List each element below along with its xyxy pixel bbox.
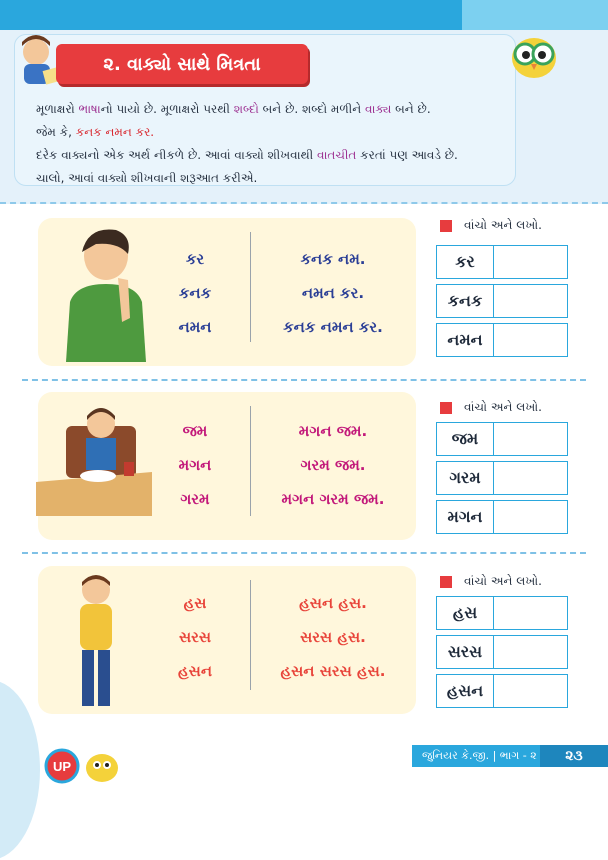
write-word: જમ	[436, 422, 494, 456]
praying-boy-illustration	[56, 222, 146, 362]
write-row	[436, 284, 568, 318]
section-divider	[22, 379, 586, 381]
instruction-3	[440, 574, 542, 589]
instruction-text: વાંચો અને લખો.	[464, 574, 542, 588]
write-row	[436, 461, 568, 495]
word-2-1: જમ	[182, 422, 208, 440]
instruction-1	[440, 218, 542, 233]
write-grid-3	[436, 596, 568, 713]
footer-text: જુનિયર કે.જી. | ભાગ - ૨	[422, 749, 537, 762]
column-divider	[250, 580, 251, 690]
write-grid-1	[436, 245, 568, 362]
logo-text: UP	[52, 759, 72, 774]
word-1-1: કર	[185, 250, 205, 268]
write-word: હસન	[436, 674, 494, 708]
decorative-curve	[0, 680, 40, 860]
write-box[interactable]	[494, 674, 568, 708]
write-row	[436, 635, 568, 669]
intro-text-segment: દરેક વાક્યનો એક અર્થ નીકળે છે. આવાં વાક્યો શીખવાથી	[36, 148, 317, 162]
write-box[interactable]	[494, 245, 568, 279]
write-row	[436, 500, 568, 534]
highlight-word: શબ્દો	[233, 102, 259, 116]
red-square-bullet	[440, 576, 452, 588]
red-square-bullet	[440, 220, 452, 232]
page-number: ૨૩	[540, 745, 608, 767]
page-title: ૨. વાક્યો સાથે મિત્રતા	[56, 44, 308, 84]
intro-text-segment: બને છે.	[391, 102, 431, 116]
intro-text	[36, 98, 556, 190]
word-2-2: મગન	[178, 456, 212, 474]
write-box[interactable]	[494, 635, 568, 669]
intro-line-3	[36, 144, 556, 167]
write-row	[436, 422, 568, 456]
sentence-3-2: સરસ હસ.	[300, 628, 366, 646]
word-2-3: ગરમ	[180, 490, 210, 508]
write-word: કનક	[436, 284, 494, 318]
write-word: મગન	[436, 500, 494, 534]
write-box[interactable]	[494, 323, 568, 357]
highlight-word: ભાષા	[78, 102, 101, 116]
write-word: ગરમ	[436, 461, 494, 495]
word-1-3: નમન	[178, 318, 212, 336]
write-row	[436, 596, 568, 630]
write-row	[436, 323, 568, 357]
eating-boy-illustration	[36, 400, 152, 516]
write-grid-2	[436, 422, 568, 539]
write-word: સરસ	[436, 635, 494, 669]
intro-line-4: ચાલો, આવાં વાક્યો શીખવાની શરૂઆત કરીએ.	[36, 171, 258, 185]
intro-text-segment: કરતાં પણ આવડે છે.	[356, 148, 458, 162]
write-row	[436, 674, 568, 708]
write-row	[436, 245, 568, 279]
column-divider	[250, 406, 251, 516]
write-box[interactable]	[494, 422, 568, 456]
intro-text-segment: મૂળાક્ષરો	[36, 102, 79, 116]
instruction-2	[440, 400, 542, 415]
intro-line-2	[36, 121, 556, 144]
intro-text-segment: નો પાયો છે. મૂળાક્ષરો પરથી	[100, 102, 234, 116]
highlight-word: વાક્ય	[364, 102, 392, 116]
write-box[interactable]	[494, 500, 568, 534]
sentence-1-1: કનક નમ.	[300, 250, 366, 268]
write-word: હસ	[436, 596, 494, 630]
sentence-1-2: નમન કર.	[301, 284, 365, 302]
sentence-3-1: હસન હસ.	[299, 594, 367, 612]
section-divider	[22, 552, 586, 554]
write-word: કર	[436, 245, 494, 279]
highlight-word: વાતચીત	[316, 148, 357, 162]
word-3-2: સરસ	[178, 628, 212, 646]
write-word: નમન	[436, 323, 494, 357]
sentence-2-3: મગન ગરમ જમ.	[281, 490, 385, 508]
example-sentence: કનક નમન કર.	[75, 125, 155, 139]
write-box[interactable]	[494, 284, 568, 318]
word-3-3: હસન	[178, 662, 212, 680]
column-divider	[250, 232, 251, 342]
intro-line-1	[36, 98, 556, 121]
owl-mascot-icon	[504, 30, 564, 82]
write-box[interactable]	[494, 596, 568, 630]
laughing-boy-illustration	[66, 572, 126, 712]
word-1-2: કનક	[178, 284, 212, 302]
sentence-2-2: ગરમ જમ.	[300, 456, 366, 474]
instruction-text: વાંચો અને લખો.	[464, 218, 542, 232]
popup-logo	[44, 740, 128, 790]
word-3-1: હસ	[183, 594, 207, 612]
intro-text-segment: બને છે. શબ્દો મળીને	[258, 102, 365, 116]
sentence-2-1: મગન જમ.	[298, 422, 368, 440]
sentence-3-3: હસન સરસ હસ.	[280, 662, 386, 680]
intro-text-segment: જેમ કે,	[36, 125, 76, 139]
red-square-bullet	[440, 402, 452, 414]
top-banner-accent	[462, 0, 608, 30]
sentence-1-3: કનક નમન કર.	[283, 318, 383, 336]
instruction-text: વાંચો અને લખો.	[464, 400, 542, 414]
write-box[interactable]	[494, 461, 568, 495]
